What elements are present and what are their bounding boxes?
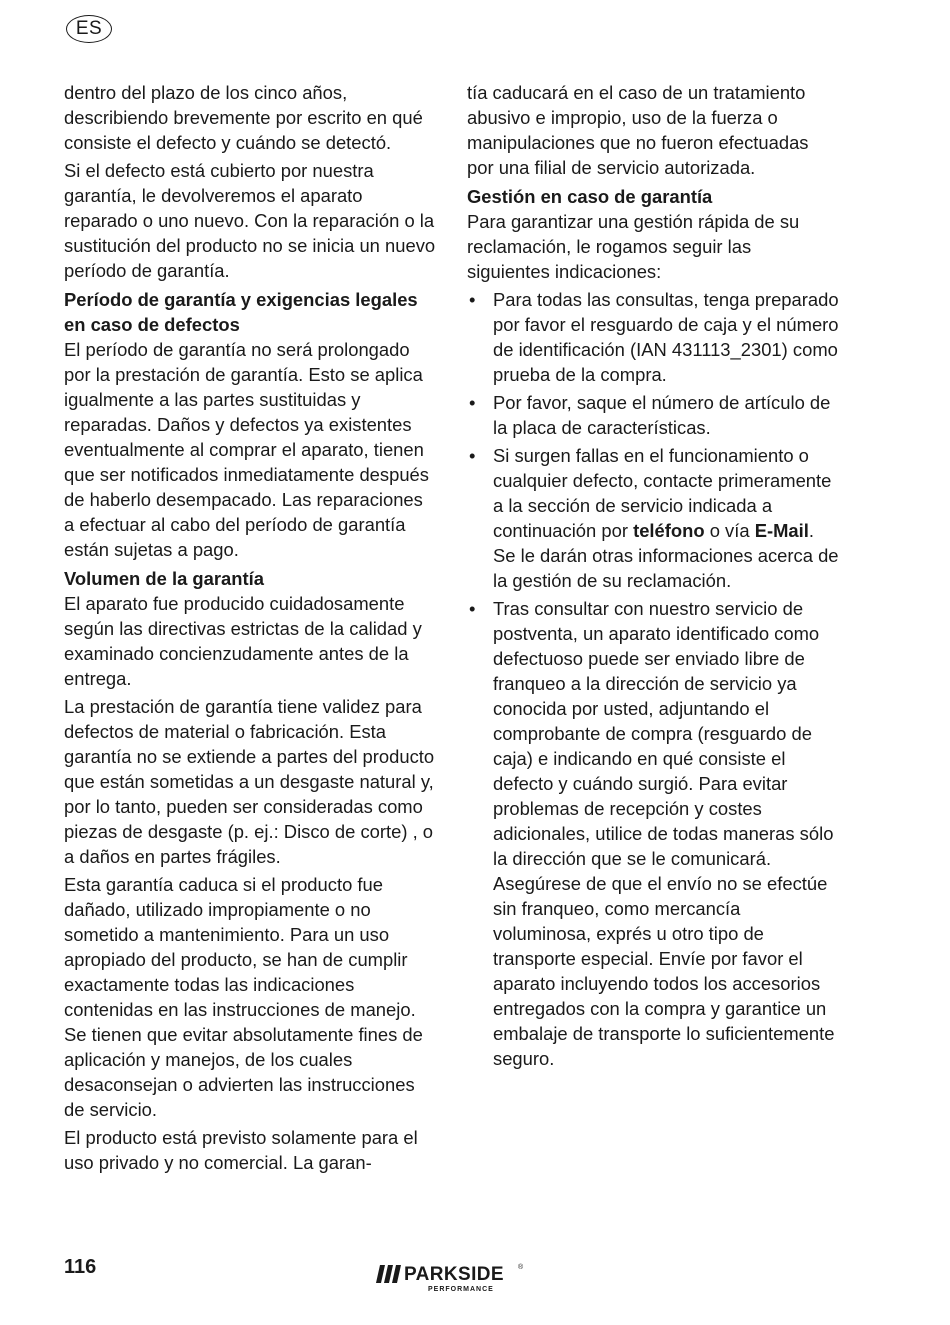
bullet-icon: •	[469, 289, 476, 310]
list-item-text-start: Si surgen fallas en el funcionamiento o cualquier defecto, contacte primeramente a la sección de servicio indicada a continuación por	[493, 445, 832, 541]
phone-keyword: teléfono	[633, 520, 705, 541]
list-item-text-middle: o vía	[704, 520, 755, 541]
brand-subtitle: PERFORMANCE	[428, 1286, 494, 1293]
paragraph: El aparato fue producido cuidadosamente según las directivas estrictas de la calidad y examinado concienzudamente antes de la entrega.	[64, 593, 422, 689]
paragraph: El producto está previsto solamente para el uso privado y no comercial. La garan-	[64, 1127, 418, 1173]
list-item-text: Para todas las consultas, tenga preparado por favor el resguardo de caja y el número de identificación (IAN 431113_2301) como prueba de la compra.	[493, 289, 839, 385]
list-item-text: Tras consultar con nuestro servicio de postventa, un aparato identificado como defectuoso puede ser enviado libre de franqueo a la dirección de servicio ya conocida por usted, adjuntando el comprobante de compra (resguardo de caja) e indicando en qué consiste el defecto y cuándo surgió. Para evitar problemas de recepción y costes adicionales, utilice de todas maneras sólo la dirección que se le comunicará. Asegúrese de que el envío no se efectúe sin franqueo, como mercancía voluminosa, exprés u otro tipo de transporte especial. Envíe por favor el aparato incluyendo todos los accesorios entregados con la compra y garantice un embalaje de transporte lo suficientemente seguro.	[493, 598, 835, 1069]
paragraph: dentro del plazo de los cinco años, describiendo brevemente por escrito en qué consiste el defecto y cuándo se detectó.	[64, 82, 423, 153]
parkside-logo	[376, 1262, 526, 1298]
list-item-text-end: . Se le darán otras informaciones acerca de la gestión de su reclamación.	[493, 520, 839, 591]
brand-name: PARKSIDE	[404, 1264, 504, 1285]
language-badge: ES	[66, 15, 112, 43]
instruction-list	[467, 287, 839, 1071]
bullet-icon: •	[469, 445, 476, 466]
list-item	[467, 596, 839, 1071]
paragraph: Esta garantía caduca si el producto fue dañado, utilizado impropiamente o no sometido a mantenimiento. Para un uso apropiado del producto, se han de cumplir exactamente todas las indicaciones contenidas en las instrucciones de manejo. Se tienen que evitar absolutamente fines de aplicación y manejos, de los cuales desaconsejan o advierten las instrucciones de servicio.	[64, 874, 423, 1120]
paragraph: Si el defecto está cubierto por nuestra garantía, le devolveremos el aparato reparado o uno nuevo. Con la reparación o la sustitución del producto no se inicia un nuevo período de garantía.	[64, 160, 436, 281]
paragraph: La prestación de garantía tiene validez para defectos de material o fabricación. Esta garantía no se extiende a partes del producto que están sometidas a un desgaste natural y, por lo tanto, pueden ser consideradas como piezas de desgaste (p. ej.: Disco de corte) , o a daños en partes frágiles.	[64, 696, 435, 867]
paragraph: Para garantizar una gestión rápida de su reclamación, le rogamos seguir las siguientes indicaciones:	[467, 211, 800, 282]
page-number: 116	[64, 1256, 97, 1278]
section-heading: Período de garantía y exigencias legales en caso de defectos	[64, 289, 418, 335]
email-keyword: E-Mail	[754, 520, 809, 541]
paragraph: tía caducará en el caso de un tratamiento abusivo e impropio, uso de la fuerza o manipulaciones que no fueron efectuadas por una filial de servicio autorizada.	[467, 82, 809, 178]
trademark-symbol: ®	[518, 1264, 524, 1271]
paragraph: El período de garantía no será prolongado por la prestación de garantía. Esto se aplica igualmente a las partes sustituidas y reparadas. Daños y defectos ya existentes eventualmente al comprar el aparato, tienen que ser notificados inmediatamente después de haberlo desempacado. Las reparaciones a efectuar al cabo del período de garantía están sujetas a pago.	[64, 339, 429, 560]
list-item	[467, 390, 839, 440]
left-column	[64, 80, 436, 1178]
triple-slash-icon	[376, 1265, 402, 1283]
bullet-icon: •	[469, 598, 476, 619]
list-item	[467, 443, 839, 593]
list-item-text: Por favor, saque el número de artículo de la placa de características.	[493, 392, 831, 438]
right-column	[467, 80, 839, 1074]
section-heading: Volumen de la garantía	[64, 568, 264, 589]
bullet-icon: •	[469, 392, 476, 413]
section-heading: Gestión en caso de garantía	[467, 186, 713, 207]
list-item	[467, 287, 839, 387]
